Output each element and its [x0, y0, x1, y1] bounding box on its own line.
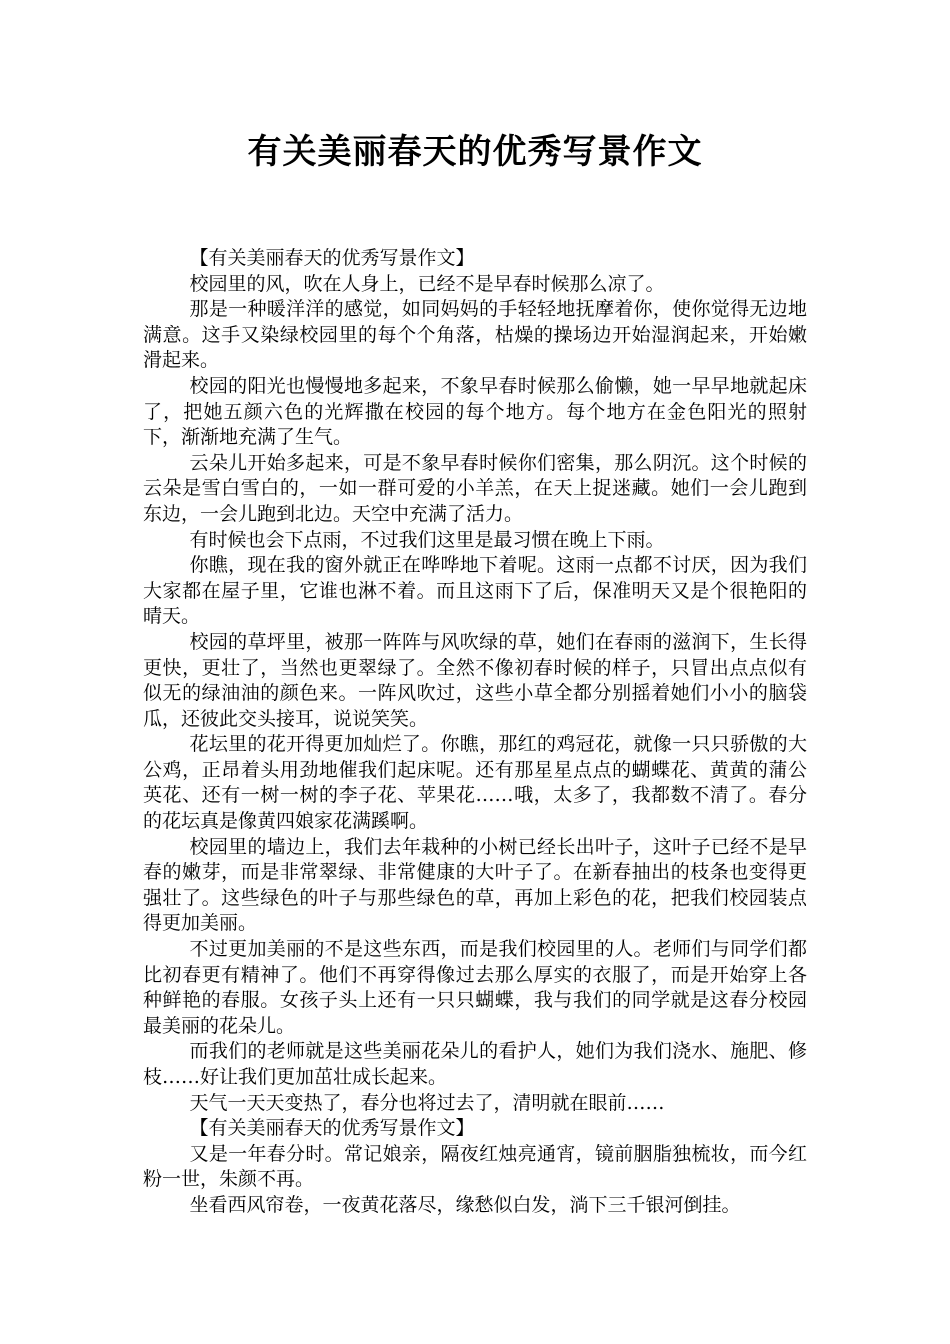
paragraph-heading: 【有关美丽春天的优秀写景作文】 — [189, 1117, 475, 1140]
paragraph: 云朵儿开始多起来，可是不象早春时候你们密集，那么阴沉。这个时候的云朵是雪白雪白的，一如一群可爱的小羊羔，在天上捉迷藏。她们一会儿跑到东边，一会儿跑到北边。天空中充满了活力。 — [143, 451, 807, 525]
document-title: 有关美丽春天的优秀写景作文 — [247, 132, 703, 172]
paragraph: 不过更加美丽的不是这些东西，而是我们校园里的人。老师们与同学们都比初春更有精神了。他们不再穿得像过去那么厚实的衣服了，而是开始穿上各种鲜艳的春服。女孩子头上还有一只只蝴蝶，我与我们的同学就是这春分校园最美丽的花朵儿。 — [143, 938, 807, 1037]
paragraph: 又是一年春分时。常记娘亲，隔夜红烛亮通宵，镜前胭脂独梳妆，而今红粉一世，朱颜不再。 — [143, 1142, 807, 1191]
paragraph: 校园的阳光也慢慢地多起来，不象早春时候那么偷懒，她一早早地就起床了，把她五颜六色的光辉撒在校园的每个地方。每个地方在金色阳光的照射下，渐渐地充满了生气。 — [143, 374, 807, 449]
paragraph: 校园的草坪里，被那一阵阵与风吹绿的草，她们在春雨的滋润下，生长得更快，更壮了，当然也更翠绿了。全然不像初春时候的样子，只冒出点点似有似无的绿油油的颜色来。一阵风吹过，这些小草全都分别摇着她们小小的脑袋瓜，还彼此交头接耳，说说笑笑。 — [143, 630, 807, 730]
paragraph: 花坛里的花开得更加灿烂了。你瞧，那红的鸡冠花，就像一只只骄傲的大公鸡，正昂着头用劲地催我们起床呢。还有那星星点点的蝴蝶花、黄黄的蒲公英花、还有一树一树的李子花、苹果花……哦，太多了，我都数不清了。春分的花坛真是像黄四娘家花满蹊啊。 — [143, 733, 807, 833]
document-body — [143, 246, 807, 1219]
paragraph-heading: 【有关美丽春天的优秀写景作文】 — [189, 247, 475, 269]
paragraph: 有时候也会下点雨，不过我们这里是最习惯在晚上下雨。 — [189, 528, 665, 551]
paragraph: 而我们的老师就是这些美丽花朵儿的看护人，她们为我们浇水、施肥、修枝……好让我们更加茁壮成长起来。 — [143, 1040, 807, 1088]
paragraph: 坐看西风帘卷，一夜黄花落尽，缘愁似白发，淌下三千银河倒挂。 — [189, 1193, 741, 1216]
paragraph: 校园里的风，吹在人身上，已经不是早春时候那么凉了。 — [189, 272, 665, 295]
paragraph: 你瞧，现在我的窗外就正在哗哗地下着呢。这雨一点都不讨厌，因为我们大家都在屋子里，它谁也淋不着。而且这雨下了后，保准明天又是个很艳阳的晴天。 — [143, 554, 807, 628]
paragraph: 那是一种暖洋洋的感觉，如同妈妈的手轻轻地抚摩着你，使你觉得无边地满意。这手又染绿校园里的每个个角落，枯燥的操场边开始湿润起来，开始嫩滑起来。 — [143, 298, 807, 372]
paragraph: 校园里的墙边上，我们去年栽种的小树已经长出叶子，这叶子已经不是早春的嫩芽，而是非常翠绿、非常健康的大叶子了。在新春抽出的枝条也变得更强壮了。这些绿色的叶子与那些绿色的草，再加上彩色的花，把我们校园装点得更加美丽。 — [143, 835, 807, 935]
paragraph: 天气一天天变热了，春分也将过去了，清明就在眼前…… — [189, 1091, 665, 1114]
